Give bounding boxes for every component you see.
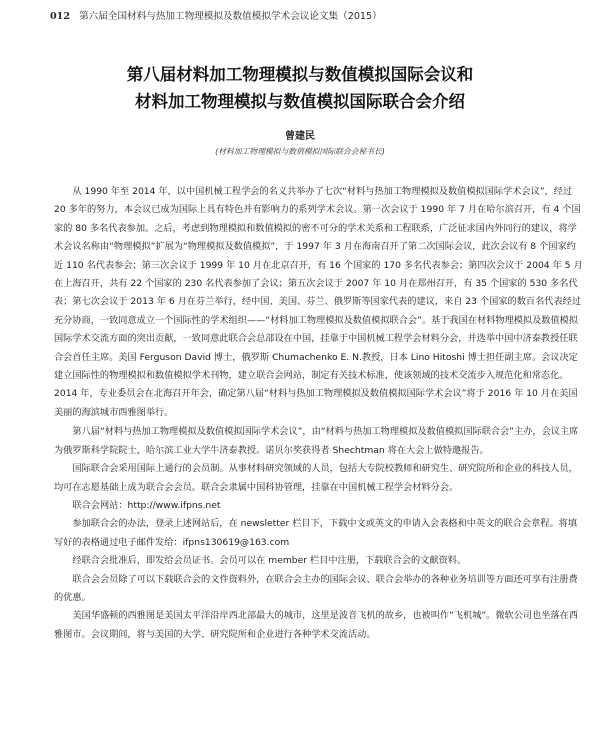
paragraph-approval: 经联合会批准后，即发给会员证书。会员可以在 member 栏目中注册，下载联合会的文献资料。 bbox=[72, 555, 467, 567]
paragraph-how-to-join: 参加联合会的办法，登录上述网站后，在 newsletter 栏目下，下载中文或英文的申请入会表格和中英文的联合会章程。将填写好的表格通过电子邮件发给：ifpns130619@163.com bbox=[54, 518, 578, 548]
running-title: 第六届全国材料与热加工物理模拟及数值模拟学术会议论文集（2015） bbox=[79, 11, 382, 22]
running-header bbox=[50, 10, 580, 24]
article-body bbox=[54, 183, 583, 644]
article-title-line-1: 第八届材料加工物理模拟与数值模拟国际会议和 bbox=[126, 65, 474, 84]
author-name: 曾建民 bbox=[285, 131, 315, 142]
paragraph-eighth-conference: 第八届“材料与热加工物理模拟及数值模拟国际学术会议”，由“材料与热加工物理模拟及数值模拟国际联合会”主办，会议主席为俄罗斯科学院院士，哈尔滨工业大学牛济泰教授。诺贝尔奖获得者 Shechtman 将在大会上做特邀报告。 bbox=[54, 426, 579, 456]
paragraph-history: 从 1990 年至 2014 年，以中国机械工程学会的名义共举办了七次“材料与热加工物理模拟及数值模拟国际学术会议”，经过 20 多年的努力，本会议已成为国际上具有特色并有影响力的系列学术会议。第一次会议于 1990 年 7 月在哈尔滨召开，有 4 个国家的 80 多名代表参加。之后，考虑到物理模拟和数值模拟的密不可分的学术关系和工程联系，广泛征求国内外同行的建议，将学术会议名称由“物理模拟”扩展为“物理模拟及数值模拟”，于 1997 年 3 月在海南召开了第二次国际会议，此次会议有 8 个国家约近 110 名代表参会；第三次会议于 1999 年 10 月在北京召开，有 16 个国家的 170 多名代表参会；第四次会议于 2004 年 5 月在上海召开，共有 22 个国家的 230 名代表参加了会议；第五次会议于 2007 年 10 月在郑州召开，有 35 个国家的 530 多名代表；第七次会议于 2013 年 6 月在芬兰举行，经中国、美国、芬兰、俄罗斯等国家代表的建议，来自 23 个国家的数百名代表经过充分协商，一致同意成立一个国际性的学术组织——“材料加工物理模拟及数值模拟联合会”。基于我国在材料物理模拟及数值模拟国际学术交流方面的突出贡献，一致同意此联合会总部设在中国，挂靠于中国机械工程学会材料分会，并选举中国中济泰教授任联合会首任主席。美国 Ferguson David 博士，俄罗斯 Chumachenko E. N.教授，日本 Lino Hitoshi 博士担任副主席。会议决定建立国际性的物理模拟和数值模拟学术刊物，建立联合会网站，制定有关技术标准，使该领域的技术交流步入规范化和常态化。2014 年，专业委员会在北海召开年会，确定第八届“材料与热加工物理模拟及数值模拟国际学术会议”将于 2016 年 10 月在美国美丽的海滨城市西雅图举行。 bbox=[54, 186, 583, 418]
author-affiliation: (材料加工物理模拟与数值模拟国际联合会秘书长) bbox=[215, 147, 385, 156]
paragraph-member-benefits: 联合会会员除了可以下载联合会的文件资料外，在联合会主办的国际会议、联合会举办的各种业务培训等方面还可享有注册费的优惠。 bbox=[54, 573, 578, 603]
page-number: 012 bbox=[50, 11, 71, 22]
paragraph-membership: 国际联合会采用国际上通行的会员制。从事材料研究领域的人员，包括大专院校教师和研究生、研究院所和企业的科技人员，均可在志愿基础上成为联合会会员。联合会隶属中国科协管理，挂靠在中国机械工程学会材料分会。 bbox=[54, 463, 578, 493]
article-title-line-2: 材料加工物理模拟与数值模拟国际联合会介绍 bbox=[135, 92, 465, 111]
paragraph-website: 联合会网站：http://www.ifpns.net bbox=[72, 499, 221, 511]
paragraph-seattle: 美国华盛顿的西雅图是美国太平洋沿岸西北部最大的城市，这里是波音飞机的故乡，也被叫作“飞机城”。微软公司也坐落在西雅图市。会议期间，将与美国的大学、研究院所和企业进行各种学术交流活动。 bbox=[54, 610, 579, 640]
